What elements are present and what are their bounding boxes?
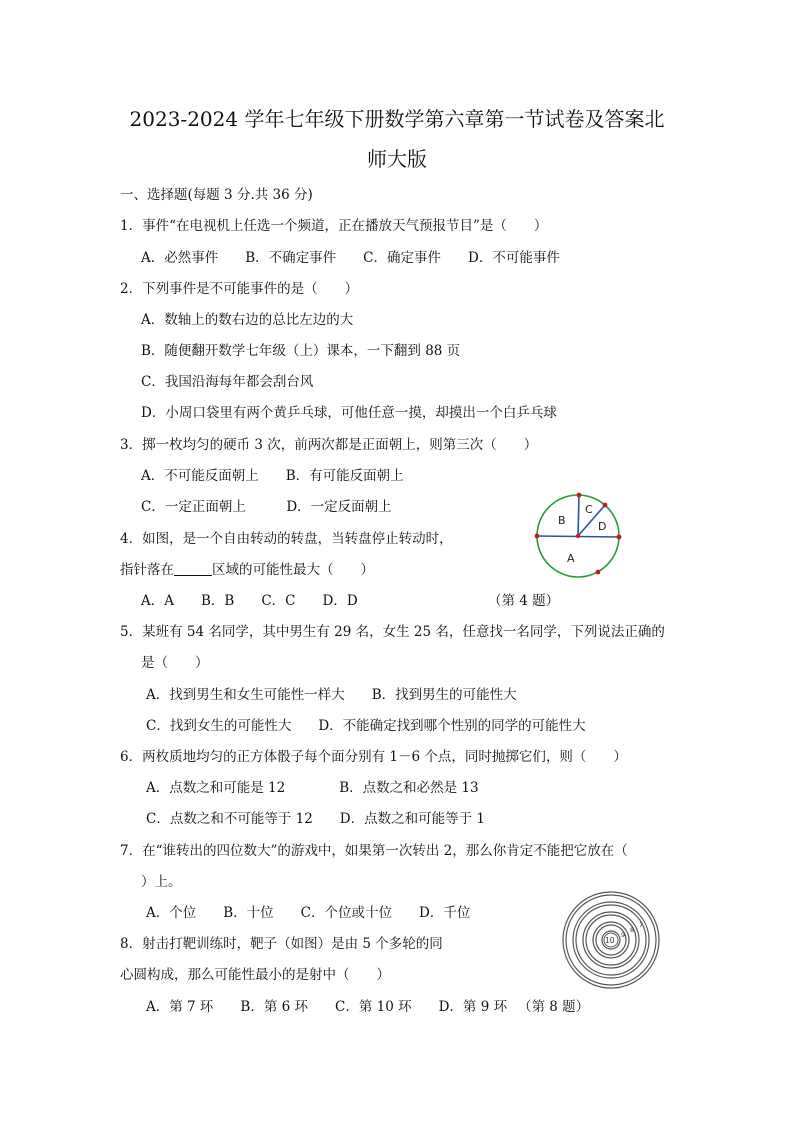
q5-stem-1: 5．某班有 54 名同学，其中男生有 29 名，女生 25 名，任意找一名同学，下列说法正确的	[120, 624, 665, 640]
q7-stem-1: 7．在“谁转出的四位数大”的游戏中，如果第一次转出 2，那么你肯定不能把它放在（	[120, 843, 628, 859]
q3-options-ab: A．不可能反面朝上 B．有可能反面朝上	[141, 468, 404, 484]
spinner-label-d: D	[598, 520, 607, 533]
q8-stem-1: 8．射击打靶训练时，靶子（如图）是由 5 个多轮的同	[120, 936, 443, 952]
q4-stem-1: 4．如图，是一个自由转动的转盘，当转盘停止转动时，	[120, 531, 453, 547]
q2-option-a: A．数轴上的数右边的总比左边的大	[141, 312, 354, 328]
spinner-point	[535, 534, 540, 539]
target-label-9: 9	[621, 931, 626, 939]
q2-option-c: C．我国沿海每年都会刮台风	[141, 374, 314, 390]
q8-stem-2: 心圆构成，那么可能性最小的是射中（ ）	[120, 967, 390, 983]
q4-stem-2	[120, 561, 374, 579]
q4-options: A．A B．B C．C D．D	[141, 593, 358, 609]
q6-options-ab: A．点数之和可能是 12 B．点数之和必然是 13	[146, 780, 479, 796]
q1-options: A．必然事件 B．不确定事件 C．确定事件 D．不可能事件	[141, 250, 560, 266]
target-label-7: 7	[639, 921, 644, 929]
section-heading: 一、选择题(每题 3 分.共 36 分)	[120, 187, 313, 203]
spinner-figure	[530, 488, 626, 578]
q6-options-cd: C．点数之和不可能等于 12 D．点数之和可能等于 1	[146, 811, 486, 827]
q7-stem-2: ）上。	[141, 874, 182, 890]
target-label-8: 8	[630, 926, 635, 934]
q8-options: A．第 7 环 B．第 6 环 C．第 10 环 D．第 9 环	[146, 999, 508, 1015]
q3-stem: 3．掷一枚均匀的硬币 3 次，前两次都是正面朝上，则第三次（ ）	[120, 437, 538, 453]
q6-stem: 6．两枚质地均匀的正方体骰子每个面分别有 1－6 个点，同时抛掷它们，则（ ）	[120, 749, 627, 765]
q4-stem-2a: 指针落在	[120, 562, 174, 578]
answer-blank	[174, 561, 212, 576]
q5-options-cd: C．找到女生的可能性大 D．不能确定找到哪个性别的同学的可能性大	[146, 718, 586, 734]
title-line-2: 师大版	[367, 147, 427, 171]
spinner-point	[596, 570, 601, 575]
q1-stem: 1．事件“在电视机上任选一个频道，正在播放天气预报节目”是（ ）	[120, 218, 548, 234]
q3-options-cd: C．一定正面朝上 D．一定反面朝上	[141, 499, 392, 515]
q4-stem-2b: 区域的可能性最大（ ）	[212, 562, 374, 578]
q2-option-d: D．小周口袋里有两个黄乒乓球，可他任意一摸，却摸出一个白乒乓球	[141, 405, 557, 421]
spinner-point	[617, 535, 622, 540]
title-line-1: 2023-2024 学年七年级下册数学第六章第一节试卷及答案北	[129, 107, 665, 131]
spinner-label-c: C	[585, 503, 593, 516]
q4-caption: （第 4 题）	[488, 593, 560, 609]
spinner-center	[576, 534, 580, 538]
target-figure	[560, 888, 662, 992]
q7-options: A．个位 B．十位 C．个位或十位 D．千位	[146, 905, 471, 921]
spinner-label-a: A	[567, 552, 575, 565]
q5-options-ab: A．找到男生和女生可能性一样大 B．找到男生的可能性大	[146, 687, 517, 703]
q5-stem-2: 是（ ）	[141, 655, 209, 671]
target-label-10: 10	[605, 936, 615, 945]
spinner-point	[577, 493, 582, 498]
spinner-line-vertical	[578, 495, 579, 536]
q2-stem: 2．下列事件是不可能事件的是（ ）	[120, 281, 359, 297]
spinner-label-b: B	[558, 514, 566, 527]
spinner-point	[603, 503, 608, 508]
q8-caption: （第 8 题）	[518, 999, 590, 1015]
q2-option-b: B．随便翻开数学七年级（上）课本，一下翻到 88 页	[141, 343, 461, 359]
